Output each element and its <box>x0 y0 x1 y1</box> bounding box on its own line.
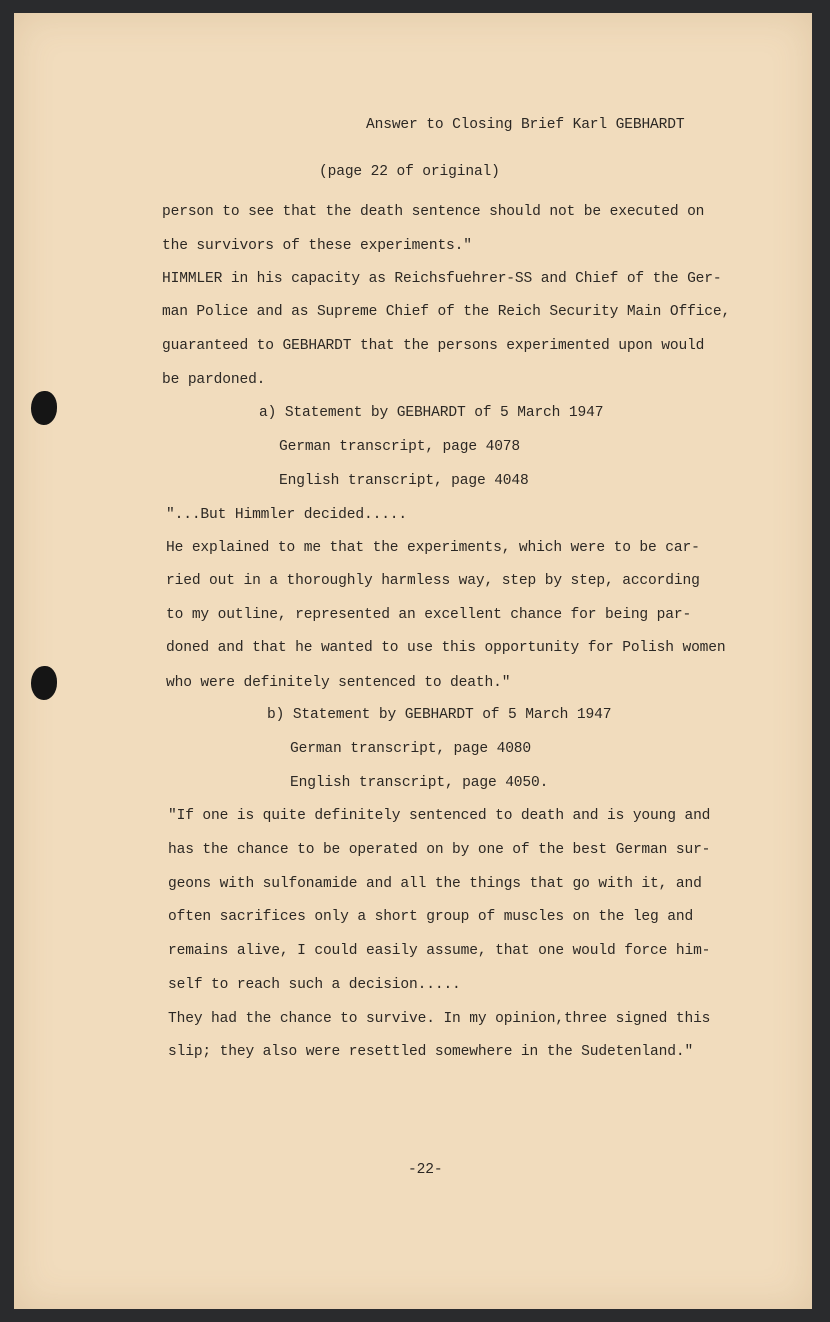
quote-line: doned and that he wanted to use this opportunity for Polish women <box>166 640 726 656</box>
quote-line: geons with sulfonamide and all the things that go with it, and <box>168 876 702 892</box>
text-line: the survivors of these experiments." <box>162 238 472 254</box>
quote-line: They had the chance to survive. In my opinion,three signed this <box>168 1011 711 1027</box>
page-reference: (page 22 of original) <box>319 164 500 180</box>
quote-line: has the chance to be operated on by one of the best German sur- <box>168 842 711 858</box>
quote-line: remains alive, I could easily assume, that one would force him- <box>168 943 711 959</box>
quote-line: ried out in a thoroughly harmless way, step by step, according <box>166 573 700 589</box>
statement-heading-b: b) Statement by GEBHARDT of 5 March 1947 <box>267 707 612 723</box>
quote-line: He explained to me that the experiments, which were to be car- <box>166 540 700 556</box>
quote-line: "If one is quite definitely sentenced to death and is young and <box>168 808 711 824</box>
quote-line: often sacrifices only a short group of muscles on the leg and <box>168 909 694 925</box>
punch-hole-upper <box>31 391 57 425</box>
page-number: -22- <box>408 1162 443 1178</box>
citation-line: English transcript, page 4050. <box>290 775 549 791</box>
quote-line: self to reach such a decision..... <box>168 977 461 993</box>
quote-line: slip; they also were resettled somewhere in the Sudetenland." <box>168 1044 694 1060</box>
quote-line: who were definitely sentenced to death." <box>166 675 511 691</box>
text-line: be pardoned. <box>162 372 266 388</box>
citation-line: German transcript, page 4080 <box>290 741 532 757</box>
statement-heading-a: a) Statement by GEBHARDT of 5 March 1947 <box>259 405 604 421</box>
text-line: guaranteed to GEBHARDT that the persons experimented upon would <box>162 338 705 354</box>
punch-hole-lower <box>31 666 57 700</box>
quote-line: to my outline, represented an excellent chance for being par- <box>166 607 692 623</box>
citation-line: English transcript, page 4048 <box>279 473 529 489</box>
header-title: Answer to Closing Brief Karl GEBHARDT <box>366 117 685 133</box>
text-line: man Police and as Supreme Chief of the Reich Security Main Office, <box>162 304 731 320</box>
text-line: person to see that the death sentence should not be executed on <box>162 204 705 220</box>
quote-line: "...But Himmler decided..... <box>166 507 408 523</box>
text-line: HIMMLER in his capacity as Reichsfuehrer-SS and Chief of the Ger- <box>162 271 722 287</box>
citation-line: German transcript, page 4078 <box>279 439 521 455</box>
